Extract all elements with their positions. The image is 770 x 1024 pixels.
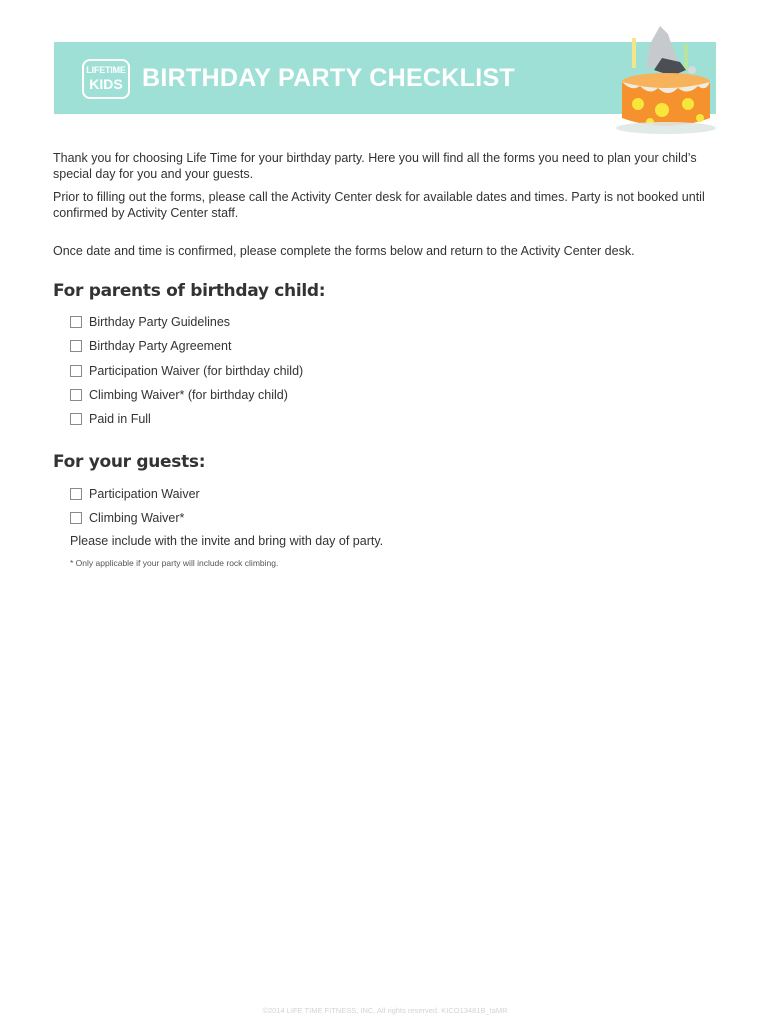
checkbox-guest-participation-waiver[interactable] [70,488,82,500]
climbing-footnote: * Only applicable if your party will include rock climbing. [70,558,279,569]
intro-paragraph-2: Prior to filling out the forms, please call the Activity Center desk for available dates and times. Party is not booked until confirmed by Activity Center staff. [53,190,705,220]
parents-heading: For parents of birthday child: [53,281,326,301]
page-title: BIRTHDAY PARTY CHECKLIST [142,64,515,92]
guests-heading: For your guests: [53,452,206,473]
checklist-item [70,506,713,530]
checkbox-birthday-party-guidelines[interactable] [70,316,82,328]
guests-checklist [53,481,713,530]
header-banner [54,42,716,114]
checkbox-participation-waiver-child[interactable] [70,365,82,377]
intro-paragraph-1: Thank you for choosing Life Time for your birthday party. Here you will find all the forms you need to plan your child’s special day for you and your guests. [53,151,697,181]
checklist-item-label: Participation Waiver [89,486,200,501]
checklist-item-label: Climbing Waiver* (for birthday child) [89,388,288,403]
intro-paragraph-3: Once date and time is confirmed, please complete the forms below and return to the Activity Center desk. [53,244,635,258]
guests-note: Please include with the invite and bring with day of party. [70,534,384,549]
checkbox-guest-climbing-waiver[interactable] [70,512,82,524]
copyright-footer: ©2014 LIFE TIME FITNESS, INC. All rights reserved. KICO13481B_taMR [262,1006,508,1015]
checklist-item [70,407,713,431]
checkbox-birthday-party-agreement[interactable] [70,340,82,352]
checklist-item [70,334,713,358]
parents-checklist [53,310,713,431]
checklist-item-label: Birthday Party Agreement [89,339,232,354]
checklist-item [70,359,713,383]
checklist-item [70,383,713,407]
logo-line-1: LIFETIME [86,65,126,75]
checklist-item-label: Participation Waiver (for birthday child) [89,363,304,378]
logo-line-2: KIDS [89,76,123,92]
checkbox-paid-in-full[interactable] [70,413,82,425]
checklist-item [70,481,713,505]
checklist-item [70,310,713,334]
checklist-item-label: Paid in Full [89,412,151,427]
checklist-content [53,150,713,568]
checklist-item-label: Climbing Waiver* [89,510,185,525]
lifetime-kids-logo [82,59,130,99]
checklist-item-label: Birthday Party Guidelines [89,315,231,330]
checkbox-climbing-waiver-child[interactable] [70,389,82,401]
birthday-cake-icon [588,20,718,138]
